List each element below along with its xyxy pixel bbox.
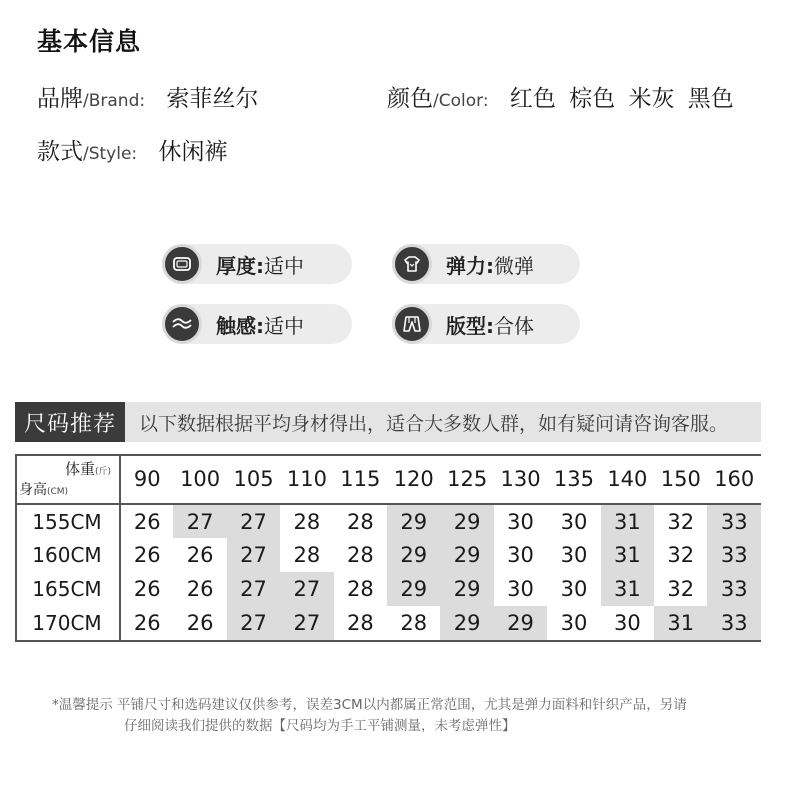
size-cell: 33 [707, 504, 761, 538]
feature-label: 触感: [216, 313, 264, 338]
size-cell: 29 [440, 504, 493, 538]
size-cell: 30 [507, 509, 534, 534]
weight-header: 130 [494, 454, 547, 504]
weight-header: 135 [547, 454, 600, 504]
size-table [15, 454, 761, 640]
size-cell: 29 [440, 606, 493, 640]
weight-header: 110 [280, 454, 333, 504]
weight-header: 105 [227, 454, 280, 504]
size-cell: 30 [560, 509, 588, 534]
weight-header: 150 [654, 454, 707, 504]
table-row [15, 572, 761, 606]
size-cell: 28 [293, 509, 321, 534]
feature-value: 适中 [264, 253, 304, 278]
notice-line-2: 仔细阅读我们提供的数据【尺码均为手工平铺测量，未考虑弹性】 [124, 718, 516, 734]
size-cell: 30 [613, 611, 641, 635]
color-label: 颜色 [387, 86, 433, 112]
size-cell: 28 [400, 611, 428, 635]
size-cell: 27 [227, 504, 280, 538]
size-cell: 32 [667, 543, 695, 567]
weight-header: 120 [387, 454, 440, 504]
size-cell: 26 [186, 577, 214, 601]
height-header: 155CM [15, 504, 120, 538]
size-cell: 29 [440, 538, 493, 572]
size-cell: 29 [387, 538, 440, 572]
table-row [15, 606, 761, 640]
size-cell: 26 [133, 611, 161, 635]
notice-line-1: *温馨提示 平铺尺寸和选码建议仅供参考，误差3CM以内都属正常范围，尤其是弹力面料和针织产品，另请 [52, 697, 687, 713]
feature-touch [162, 304, 352, 344]
table-row [15, 538, 761, 572]
brand-label: 品牌 [37, 86, 83, 112]
style-label: 款式 [37, 139, 83, 165]
size-cell: 31 [601, 572, 654, 606]
size-cell: 31 [654, 606, 707, 640]
size-cell: 27 [227, 538, 280, 572]
size-cell: 27 [280, 572, 333, 606]
size-cell: 26 [186, 543, 214, 567]
size-cell: 30 [560, 577, 588, 601]
brand-value: 索菲丝尔 [166, 86, 259, 112]
weight-header: 160 [707, 454, 761, 504]
feature-elasticity [392, 244, 580, 284]
height-header: 165CM [15, 572, 120, 606]
color-line [387, 80, 740, 113]
weight-axis-label: 体重(斤) [64, 460, 111, 478]
size-cell: 28 [346, 577, 374, 601]
size-cell: 26 [133, 543, 161, 567]
height-header: 170CM [15, 606, 120, 640]
wave-touch-icon [162, 304, 202, 344]
size-cell: 28 [346, 611, 374, 635]
shirt-stretch-icon [392, 244, 432, 284]
brand-label-en: /Brand: [83, 91, 146, 111]
pants-fit-icon [392, 304, 432, 344]
size-cell: 27 [173, 504, 226, 538]
size-cell: 29 [387, 504, 440, 538]
feature-label: 版型: [446, 313, 494, 338]
feature-value: 适中 [264, 313, 304, 338]
size-cell: 30 [507, 577, 534, 601]
size-cell: 33 [707, 606, 761, 640]
size-table-header [15, 454, 761, 504]
size-cell: 29 [494, 606, 547, 640]
feature-fit [392, 304, 580, 344]
size-cell: 26 [133, 509, 161, 534]
feature-label: 弹力: [446, 253, 494, 278]
fabric-icon [162, 244, 202, 284]
size-cell: 29 [387, 572, 440, 606]
size-cell: 30 [560, 543, 588, 567]
style-value: 休闲裤 [158, 139, 228, 165]
size-cell: 27 [280, 606, 333, 640]
feature-label: 厚度: [216, 253, 264, 278]
height-header: 160CM [15, 538, 120, 572]
size-recommend-tag: 尺码推荐 [15, 402, 125, 442]
size-cell: 27 [227, 572, 280, 606]
size-recommend-desc: 以下数据根据平均身材得出，适合大多数人群，如有疑问请咨询客服。 [139, 412, 729, 435]
style-label-en: /Style: [83, 144, 138, 164]
notice-text [52, 695, 752, 737]
size-cell: 26 [133, 577, 161, 601]
size-cell: 28 [346, 509, 374, 534]
table-row [15, 504, 761, 538]
size-cell: 30 [560, 611, 588, 635]
color-option: 米灰 [628, 86, 675, 112]
weight-header: 100 [173, 454, 226, 504]
size-cell: 26 [186, 611, 214, 635]
weight-header: 140 [601, 454, 654, 504]
size-table-corner [15, 454, 120, 504]
weight-header: 90 [120, 454, 173, 504]
size-cell: 27 [227, 606, 280, 640]
section-title: 基本信息 [37, 27, 142, 56]
weight-header: 125 [440, 454, 493, 504]
size-cell: 33 [707, 572, 761, 606]
brand-line [37, 80, 258, 113]
feature-thickness [162, 244, 352, 284]
size-cell: 31 [601, 538, 654, 572]
size-recommend-bar [15, 402, 761, 442]
color-label-en: /Color: [433, 91, 489, 111]
size-cell: 29 [440, 572, 493, 606]
color-values [510, 86, 740, 112]
size-cell: 28 [293, 543, 321, 567]
size-cell: 33 [707, 538, 761, 572]
color-option: 红色 [509, 86, 556, 112]
size-cell: 30 [507, 543, 534, 567]
weight-header: 115 [334, 454, 387, 504]
color-option: 棕色 [569, 86, 616, 112]
size-cell: 32 [667, 577, 695, 601]
size-cell: 31 [601, 504, 654, 538]
feature-value: 合体 [494, 313, 534, 338]
height-axis-label: 身高(CM) [19, 482, 69, 498]
style-line [37, 133, 227, 166]
feature-value: 微弹 [494, 253, 534, 278]
size-cell: 28 [346, 543, 374, 567]
color-option: 黑色 [687, 86, 734, 112]
size-cell: 32 [667, 509, 695, 534]
